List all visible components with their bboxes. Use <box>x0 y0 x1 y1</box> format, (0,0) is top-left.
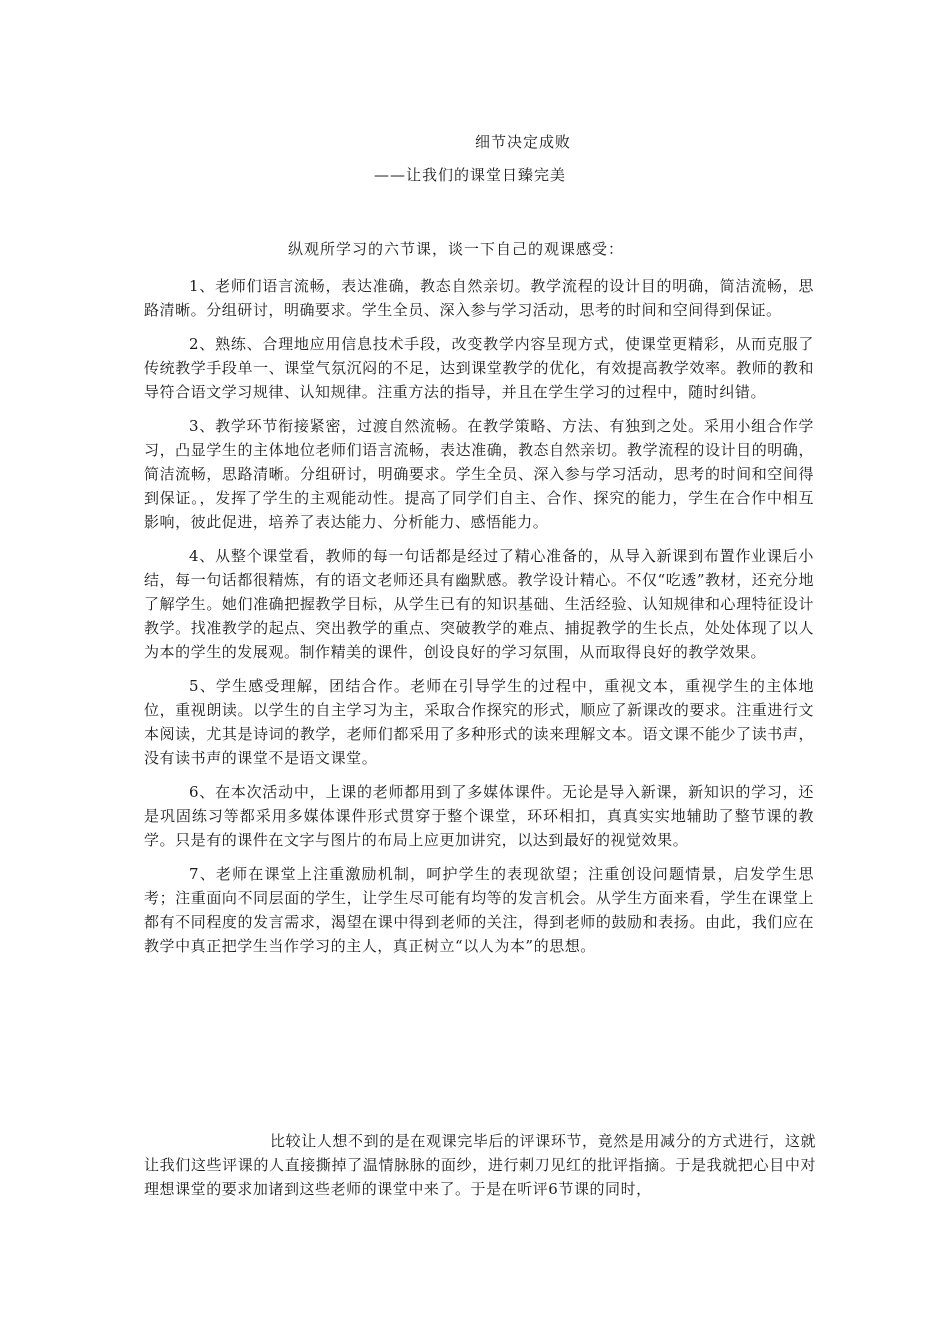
paragraph-3: 3、教学环节衔接紧密，过渡自然流畅。在教学策略、方法、有独到之处。采用小组合作学习，凸显学生的主体地位老师们语言流畅，表达准确，教态自然亲切。教学流程的设计目的明确，简洁流畅，思路清晰。分组研讨，明确要求。学生全员、深入参与学习活动，思考的时间和空间得到保证。，发挥了学生的主观能动性。提高了同学们自主、合作、探究的能力，学生在合作中相互影响，彼此促进，培养了表达能力、分析能力、感悟能力。 <box>144 417 814 531</box>
closing-paragraph: 比较让人想不到的是在观课完毕后的评课环节，竟然是用减分的方式进行，这就让我们这些评课的人直接撕掉了温情脉脉的面纱，进行刺刀见红的批评指摘。于是我就把心目中对理想课堂的要求加诸到这些老师的课堂中来了。于是在听评6节课的同时， <box>144 1132 816 1198</box>
paragraph-4: 4、从整个课堂看，教师的每一句话都是经过了精心准备的，从导入新课到布置作业课后小结，每一句话都很精炼，有的语文老师还具有幽默感。教学设计精心。不仅“吃透”教材，还充分地了解学生。她们准确把握教学目标，从学生已有的知识基础、生活经验、认知规律和心理特征设计教学。找准教学的起点、突出教学的重点、突破教学的难点、捕捉教学的生长点，处处体现了以人为本的学生的发展观。制作精美的课件，创设良好的学习氛围，从而取得良好的教学效果。 <box>144 547 814 661</box>
paragraph-2: 2、熟练、合理地应用信息技术手段，改变教学内容呈现方式，使课堂更精彩，从而克服了传统教学手段单一、课堂气氛沉闷的不足，达到课堂教学的优化，有效提高教学效率。教师的教和导符合语文学习规律、认知规律。注重方法的指导，并且在学生学习的过程中，随时纠错。 <box>144 335 814 401</box>
document-subtitle: ——让我们的课堂日臻完美 <box>374 166 567 184</box>
document-title: 细节决定成败 <box>475 133 572 151</box>
paragraph-7: 7、老师在课堂上注重激励机制，呵护学生的表现欲望；注重创设问题情景，启发学生思考；注重面向不同层面的学生，让学生尽可能有均等的发言机会。从学生方面来看，学生在课堂上都有不同程度的发言需求，渴望在课中得到老师的关注，得到老师的鼓励和表扬。由此，我们应在教学中真正把学生当作学习的主人，真正树立“以人为本”的思想。 <box>144 865 814 955</box>
paragraph-6: 6、在本次活动中，上课的老师都用到了多媒体课件。无论是导入新课，新知识的学习，还是巩固练习等都采用多媒体课件形式贯穿于整个课堂，环环相扣，真真实实地辅助了整节课的教学。只是有的课件在文字与图片的布局上应更加讲究，以达到最好的视觉效果。 <box>144 783 814 849</box>
numbered-paragraphs <box>144 274 814 968</box>
paragraph-1: 1、老师们语言流畅，表达准确，教态自然亲切。教学流程的设计目的明确，简洁流畅，思路清晰。分组研讨，明确要求。学生全员、深入参与学习活动，思考的时间和空间得到保证。 <box>144 277 814 319</box>
intro-line: 纵观所学习的六节课，谈一下自己的观课感受： <box>288 240 625 258</box>
paragraph-5: 5、学生感受理解，团结合作。老师在引导学生的过程中，重视文本，重视学生的主体地位，重视朗读。以学生的自主学习为主，采取合作探究的形式，顺应了新课改的要求。注重进行文本阅读，尤其是诗词的教学，老师们都采用了多种形式的读来理解文本。语文课不能少了读书声，没有读书声的课堂不是语文课堂。 <box>144 677 814 767</box>
